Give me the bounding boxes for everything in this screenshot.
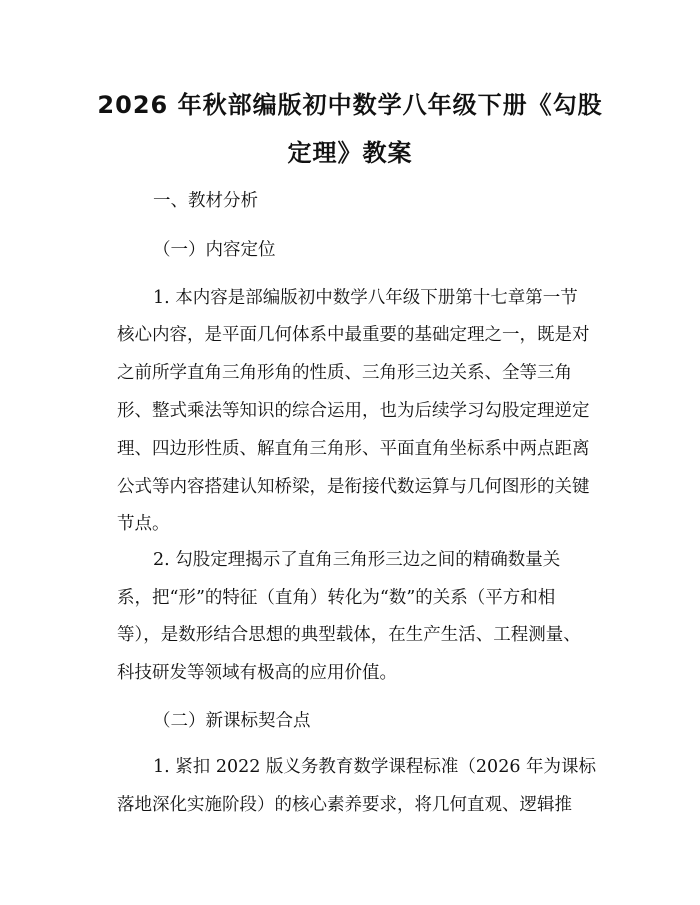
document-title-line-1: 2026 年秋部编版初中数学八年级下册《勾股 [97, 91, 603, 119]
paragraph-line: 公式等内容搭建认知桥梁，是衔接代数运算与几何图形的关键 [117, 477, 590, 497]
paragraph-line: 等），是数形结合思想的典型载体，在生产生活、工程测量、 [117, 625, 581, 645]
paragraph-line: 系，把“形”的特征（直角）转化为“数”的关系（平方和相 [117, 588, 556, 608]
paragraph-line: 2. 勾股定理揭示了直角三角形三边之间的精确数量关 [153, 550, 561, 570]
document-title-line-2: 定理》教案 [287, 139, 413, 167]
paragraph-line: 1. 本内容是部编版初中数学八年级下册第十七章第一节 [153, 288, 578, 308]
paragraph-line: 节点。 [117, 514, 170, 534]
paragraph-line: 理、四边形性质、解直角三角形、平面直角坐标系中两点距离 [117, 439, 590, 459]
section-heading: 一、教材分析 [153, 191, 258, 211]
paragraph-line: 核心内容，是平面几何体系中最重要的基础定理之一，既是对 [117, 325, 590, 345]
paragraph-line: 科技研发等领域有极高的应用价值。 [117, 663, 397, 683]
subsection-heading: （二）新课标契合点 [153, 711, 311, 731]
subsection-heading: （一）内容定位 [153, 240, 276, 260]
paragraph-line: 1. 紧扣 2022 版义务教育数学课程标准（2026 年为课标 [153, 757, 597, 777]
paragraph-line: 之前所学直角三角形角的性质、三角形三边关系、全等三角 [117, 363, 572, 383]
paragraph-line: 形、整式乘法等知识的综合运用，也为后续学习勾股定理逆定 [117, 401, 590, 421]
paragraph-line: 落地深化实施阶段）的核心素养要求，将几何直观、逻辑推 [117, 795, 572, 815]
